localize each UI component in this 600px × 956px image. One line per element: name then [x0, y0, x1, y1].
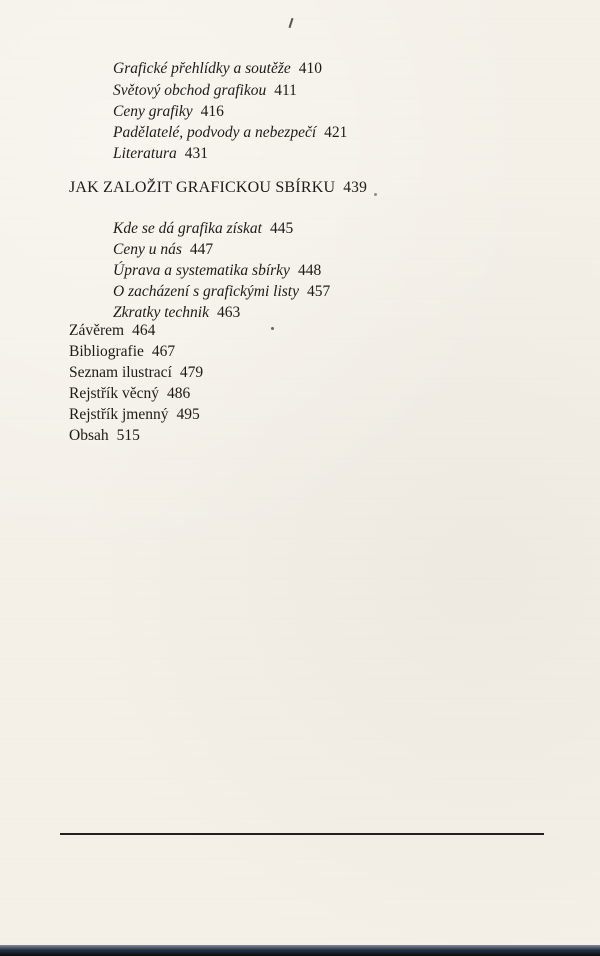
toc-entry-page: 431	[184, 145, 208, 162]
toc-entry-page: 467	[151, 343, 176, 360]
toc-entry-page: 464	[132, 322, 156, 339]
toc-entry	[113, 104, 224, 120]
toc-entry	[113, 305, 240, 321]
toc-entry-page: 448	[297, 262, 322, 279]
toc-entry	[113, 284, 330, 300]
toc-entry-title: Obsah	[69, 427, 109, 444]
toc-entry-title: Světový obchod grafikou	[113, 82, 267, 99]
toc-entry-title: Úprava a systematika sbírky	[113, 262, 290, 279]
footer-rule	[60, 833, 544, 835]
toc-section-page: 439	[343, 179, 368, 196]
toc-entry	[113, 61, 322, 77]
toc-entry-title: Ceny u nás	[113, 241, 182, 258]
toc-entry-page: 411	[274, 82, 297, 99]
toc-entry-page: 457	[306, 283, 331, 300]
toc-entry	[69, 323, 155, 339]
toc-entry-page: 495	[176, 406, 200, 423]
toc-entry	[113, 146, 208, 162]
toc-entry-title: Závěrem	[69, 322, 125, 339]
toc-entry	[113, 125, 347, 141]
toc-entry-title: Rejstřík jmenný	[69, 406, 169, 423]
toc-entry-title: Ceny grafiky	[113, 103, 193, 120]
toc-entry-title: Kde se dá grafika získat	[113, 220, 262, 237]
toc-entry	[113, 242, 213, 258]
toc-entry-title: Grafické přehlídky a soutěže	[113, 60, 291, 77]
toc-entry-page: 445	[269, 220, 294, 237]
toc-entry-title: Bibliografie	[69, 343, 144, 360]
toc-entry-title: Literatura	[113, 145, 177, 162]
toc-section-heading	[69, 180, 367, 196]
toc-entry-title: Padělatelé, podvody a nebezpečí	[113, 124, 317, 141]
toc-entry-title: O zacházení s grafickými listy	[113, 283, 299, 300]
speck	[374, 193, 377, 196]
toc-entry-page: 447	[189, 241, 214, 258]
toc-entry-title: Rejstřík věcný	[69, 385, 159, 402]
toc-entry-title: Seznam ilustrací	[69, 364, 172, 381]
speck	[271, 327, 274, 330]
toc-entry-page: 515	[116, 427, 140, 444]
toc-entry-page: 486	[166, 385, 191, 402]
toc-entry	[69, 365, 203, 381]
toc-entry-page: 479	[179, 364, 204, 381]
toc-entry-page: 463	[216, 304, 241, 321]
toc-entry	[69, 386, 190, 402]
toc-entry	[113, 221, 293, 237]
toc-entry-page: 421	[324, 124, 348, 141]
pencil-mark	[289, 18, 294, 28]
toc-entry	[69, 428, 140, 444]
toc-entry	[113, 83, 297, 99]
toc-entry	[113, 263, 321, 279]
toc-section-title: JAK ZALOŽIT GRAFICKOU SBÍRKU	[69, 179, 336, 196]
toc-entry-title: Zkratky technik	[113, 304, 209, 321]
scan-edge-band	[0, 945, 600, 956]
toc-entry	[69, 407, 200, 423]
toc-entry	[69, 344, 175, 360]
toc-entry-page: 410	[298, 60, 323, 77]
toc-entry-page: 416	[200, 103, 224, 120]
